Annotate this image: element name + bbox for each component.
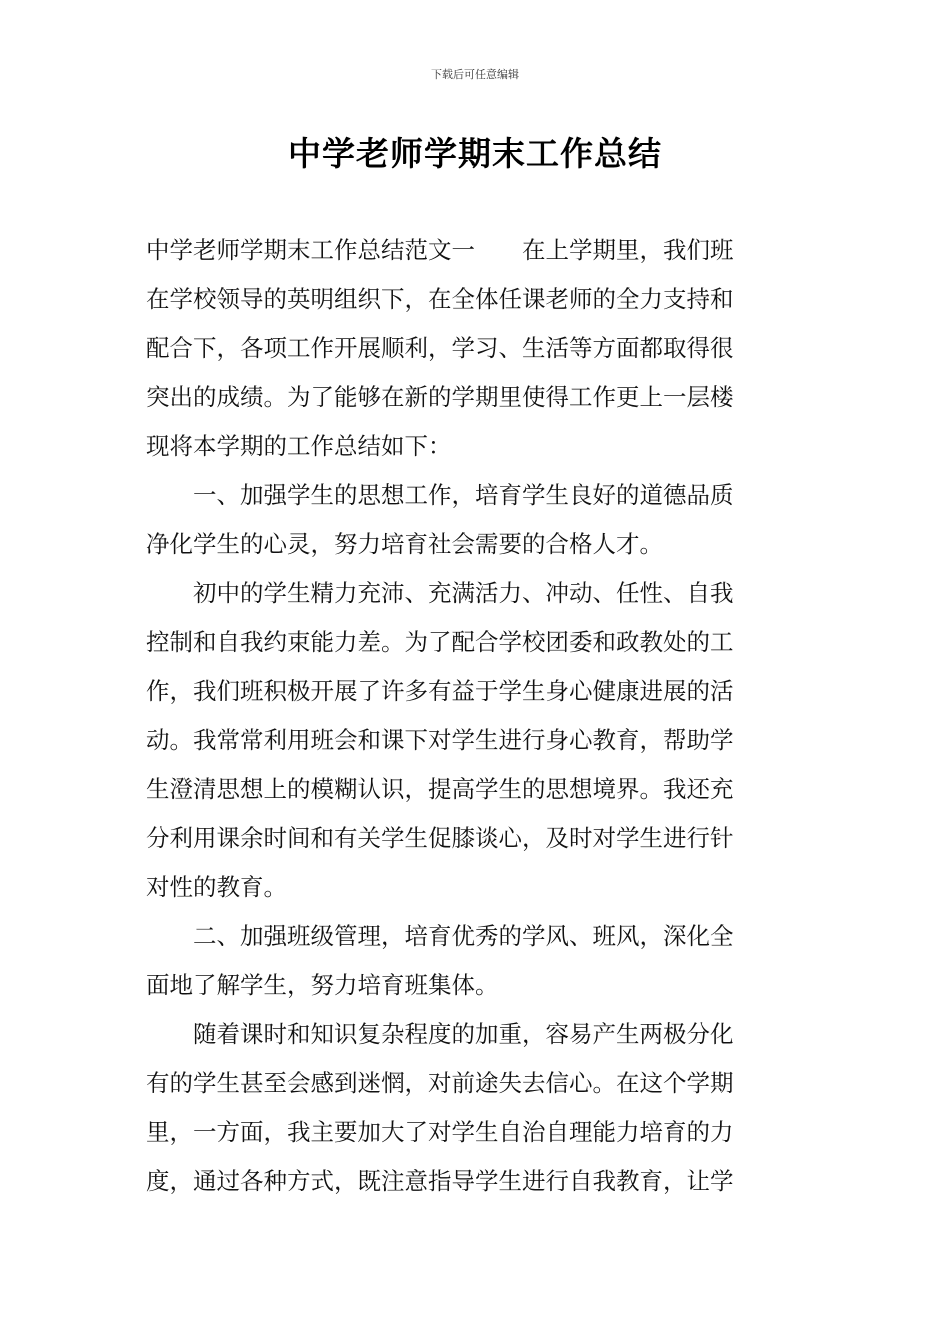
body-line: 一、加强学生的思想工作，培育学生良好的道德品质 xyxy=(193,481,734,509)
body-line: 里，一方面，我主要加大了对学生自治自理能力培育的力 xyxy=(146,1118,734,1146)
body-line: 分利用课余时间和有关学生促膝谈心，及时对学生进行针 xyxy=(146,824,734,852)
body-line: 作，我们班积极开展了许多有益于学生身心健康进展的活 xyxy=(146,677,734,705)
header-note: 下载后可任意编辑 xyxy=(431,68,519,81)
body-line: 二、加强班级管理，培育优秀的学风、班风，深化全 xyxy=(193,922,734,950)
body-line: 有的学生甚至会感到迷惘，对前途失去信心。在这个学期 xyxy=(146,1069,734,1097)
body-line: 面地了解学生，努力培育班集体。 xyxy=(146,971,499,999)
body-line: 度，通过各种方式，既注意指导学生进行自我教育，让学 xyxy=(146,1167,734,1195)
body-line: 对性的教育。 xyxy=(146,873,287,901)
body-line: 初中的学生精力充沛、充满活力、冲动、任性、自我 xyxy=(193,579,734,607)
body-line: 生澄清思想上的模糊认识，提高学生的思想境界。我还充 xyxy=(146,775,734,803)
body-line: 现将本学期的工作总结如下： xyxy=(146,432,452,460)
body-line: 动。我常常利用班会和课下对学生进行身心教育，帮助学 xyxy=(146,726,734,754)
document-title: 中学老师学期末工作总结 xyxy=(288,134,662,173)
body-line: 突出的成绩。为了能够在新的学期里使得工作更上一层楼 xyxy=(146,383,734,411)
body-line: 配合下，各项工作开展顺利，学习、生活等方面都取得很 xyxy=(146,334,734,362)
document-body xyxy=(146,226,806,1206)
body-line: 随着课时和知识复杂程度的加重，容易产生两极分化 xyxy=(193,1020,734,1048)
body-line: 中学老师学期末工作总结范文一 在上学期里，我们班 xyxy=(146,236,734,264)
body-line: 净化学生的心灵，努力培育社会需要的合格人才。 xyxy=(146,530,663,558)
body-line: 在学校领导的英明组织下，在全体任课老师的全力支持和 xyxy=(146,285,734,313)
body-line: 控制和自我约束能力差。为了配合学校团委和政教处的工 xyxy=(146,628,734,656)
